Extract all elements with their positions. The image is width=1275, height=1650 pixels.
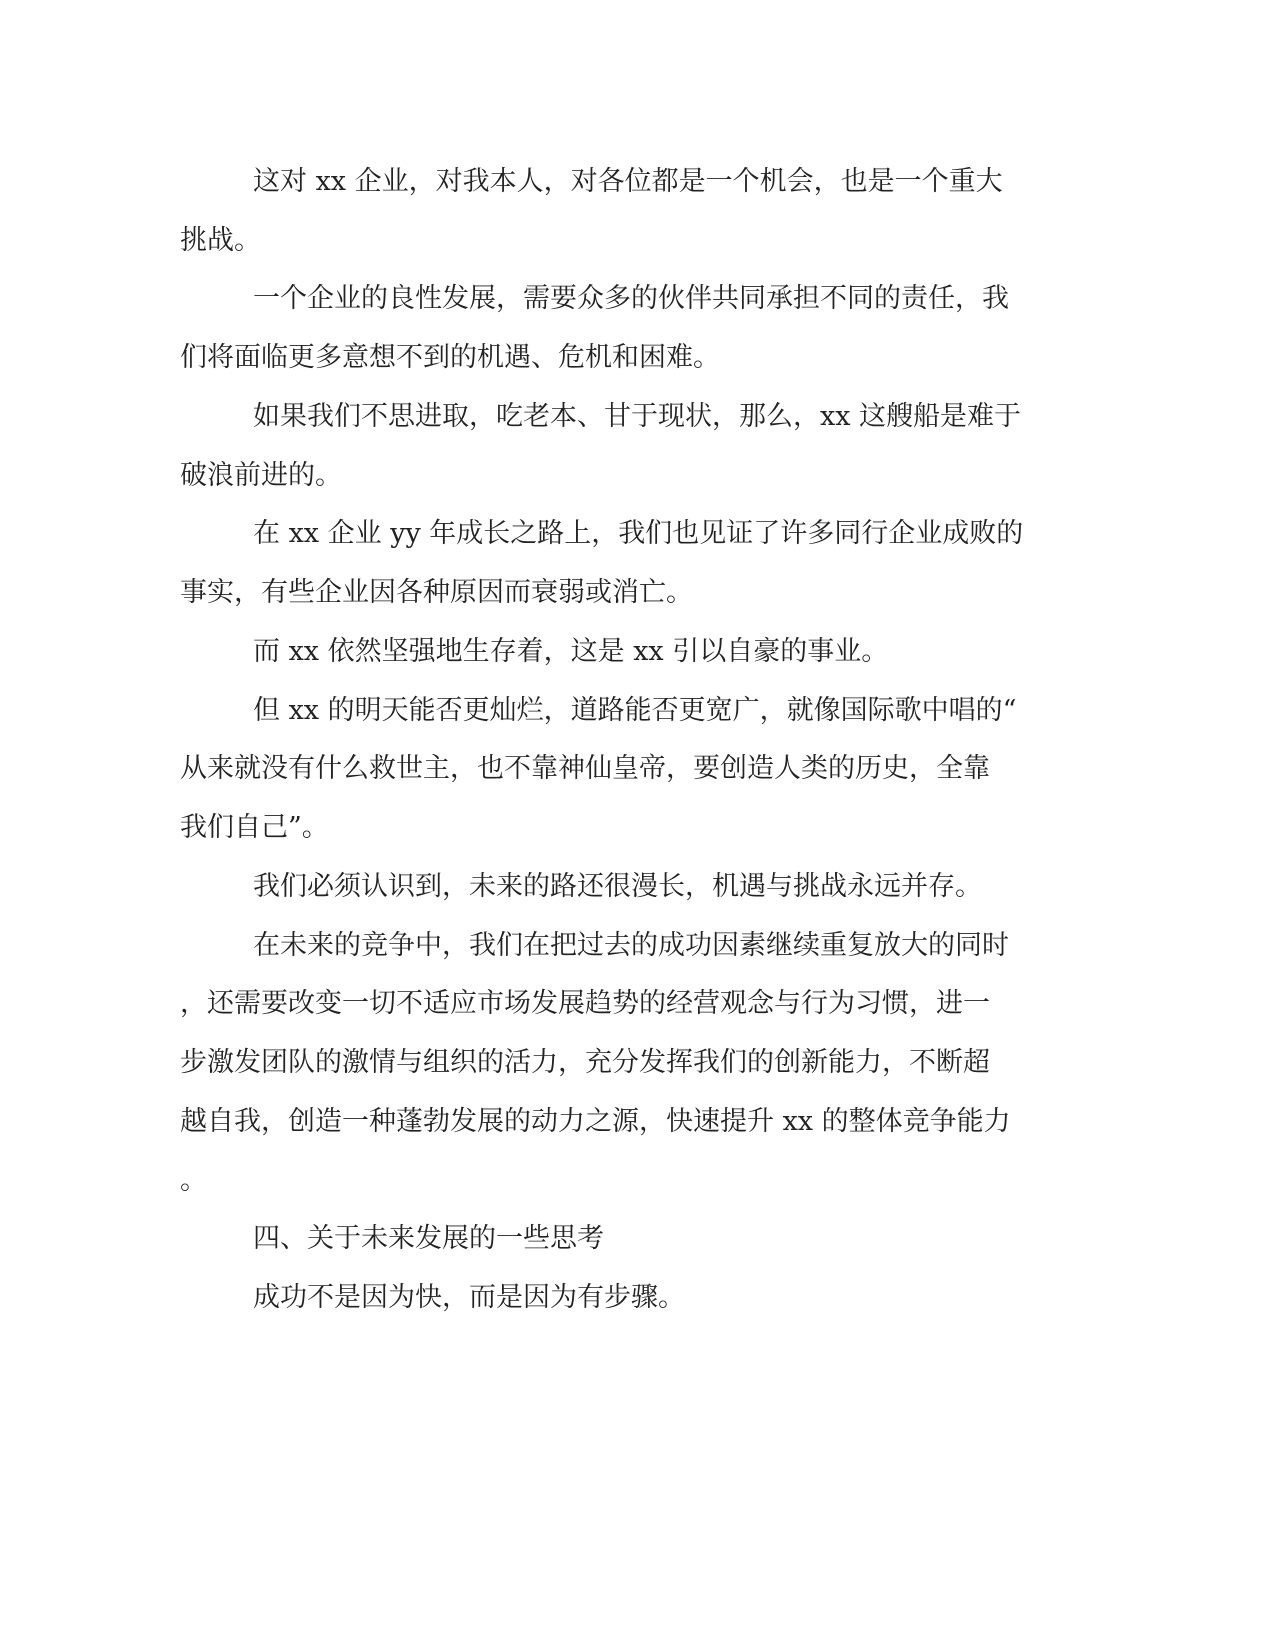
text-line-5: 如果我们不思进取，吃老本、甘于现状，那么，xx 这艘船是难于 <box>253 401 1022 432</box>
text-line-10: 但 xx 的明天能否更灿烂，道路能否更宽广，就像国际歌中唱的“ <box>253 695 1017 726</box>
text-line-3: 一个企业的良性发展，需要众多的伙伴共同承担不同的责任，我 <box>253 283 1009 314</box>
text-line-16: 步激发团队的激情与组织的活力，充分发挥我们的创新能力，不断超 <box>180 1047 990 1078</box>
text-line-6: 破浪前进的。 <box>180 460 342 491</box>
text-line-11: 从来就没有什么救世主，也不靠神仙皇帝，要创造人类的历史，全靠 <box>180 753 990 784</box>
text-line-4: 们将面临更多意想不到的机遇、危机和困难。 <box>180 342 720 373</box>
text-line-9: 而 xx 依然坚强地生存着，这是 xx 引以自豪的事业。 <box>253 636 889 667</box>
text-line-1: 这对 xx 企业，对我本人，对各位都是一个机会，也是一个重大 <box>253 166 1003 197</box>
text-line-18: 。 <box>180 1165 207 1196</box>
text-line-17: 越自我，创造一种蓬勃发展的动力之源，快速提升 xx 的整体竞争能力 <box>180 1106 1011 1137</box>
text-line-12: 我们自己”。 <box>180 812 329 843</box>
text-line-2: 挑战。 <box>180 225 261 256</box>
text-line-8: 事实，有些企业因各种原因而衰弱或消亡。 <box>180 577 693 608</box>
text-line-7: 在 xx 企业 yy 年成长之路上，我们也见证了许多同行企业成败的 <box>253 518 1024 549</box>
text-line-13: 我们必须认识到，未来的路还很漫长，机遇与挑战永远并存。 <box>253 871 982 902</box>
section-heading: 四、关于未来发展的一些思考 <box>253 1223 604 1254</box>
text-line-14: 在未来的竞争中，我们在把过去的成功因素继续重复放大的同时 <box>253 930 1009 961</box>
text-line-20: 成功不是因为快，而是因为有步骤。 <box>253 1282 685 1313</box>
text-line-15: ，还需要改变一切不适应市场发展趋势的经营观念与行为习惯，进一 <box>180 988 990 1019</box>
